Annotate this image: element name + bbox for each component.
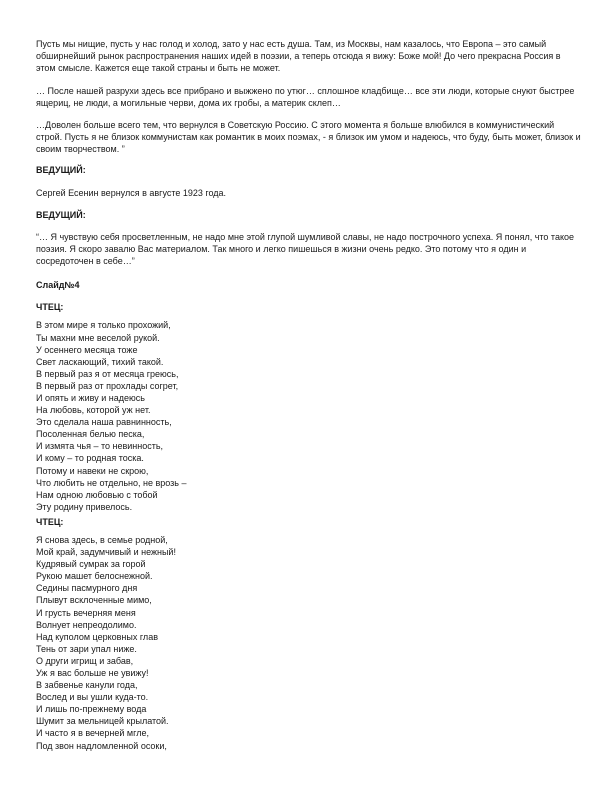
poem-line: Это сделала наша равнинность, xyxy=(36,417,172,428)
poem-line: Что любить не отдельно, не врозь – xyxy=(36,477,187,488)
poem-line: Над куполом церковных глав xyxy=(36,631,158,642)
poem-line: И часто я в вечерней мгле, xyxy=(36,728,149,739)
poem-line: Тень от зари упал ниже. xyxy=(36,643,137,654)
poem-line: Мой край, задумчивый и нежный! xyxy=(36,547,176,558)
poem-line: На любовь, которой уж нет. xyxy=(36,405,151,416)
poem-line: Седины пасмурного дня xyxy=(36,583,138,594)
heading-slide-4: Слайд№4 xyxy=(36,280,80,291)
heading-host-2: ВЕДУЩИЙ: xyxy=(36,209,86,220)
paragraph-quote: “… Я чувствую себя просветленным, не надо мне этой глупой шумливой славы, не надо построчного успеха. Я понял, что такое поэзия. Я скоро завалю Вас материалом. Так много и легко пишешься в жизни очень редко. Это потому что я один и сосредоточен в себе…” xyxy=(36,231,575,267)
paragraph-ruin: … После нашей разрухи здесь все прибрано и выжжено по утюг… сплошное кладбище… все эти люди, которые снуют быстрее ящериц, не люди, а могильные черви, дома их гробы, а материк склеп… xyxy=(36,85,575,108)
poem-second xyxy=(36,534,582,752)
poem-line: Рукою машет белоснежной. xyxy=(36,571,153,582)
poem-line: И опять и живу и надеюсь xyxy=(36,393,145,403)
poem-line: Волнует непреодолимо. xyxy=(36,619,137,630)
poem-line: У осеннего месяца тоже xyxy=(36,344,138,355)
poem-line: Шумит за мельницей крылатой. xyxy=(36,716,169,727)
poem-first xyxy=(36,319,582,513)
poem-line: Свет ласкающий, тихий такой. xyxy=(36,356,164,367)
paragraph-return: Сергей Есенин вернулся в августе 1923 года. xyxy=(36,187,227,198)
poem-line: Ты махни мне веселой рукой. xyxy=(36,332,160,343)
poem-line: В первый раз я от месяца греюсь, xyxy=(36,368,179,379)
poem-line: И кому – то родная тоска. xyxy=(36,453,144,464)
poem-line: Под звон надломленной осоки, xyxy=(36,740,167,751)
poem-line: Вослед и вы ушли куда-то. xyxy=(36,692,149,703)
paragraph-soviet-russia: …Доволен больше всего тем, что вернулся в Советскую Россию. С этого момента я больше влюбился в коммунистический строй. Пусть я не близок коммунистам как романтик в моих поэмах, - я близок им умом и надеюсь, что буду, быть может, близок и своим творчеством. ” xyxy=(36,120,581,155)
poem-line: Нам одною любовью с тобой xyxy=(36,489,158,500)
poem-line: Я снова здесь, в семье родной, xyxy=(36,534,168,545)
poem-line: Посоленная белью песка, xyxy=(36,429,145,440)
poem-line: О други игрищ и забав, xyxy=(36,655,134,666)
heading-reader-1: ЧТЕЦ: xyxy=(36,302,64,313)
poem-line: Уж я вас больше не увижу! xyxy=(36,667,149,678)
poem-line: И грусть вечерняя меня xyxy=(36,607,136,618)
paragraph-europe: Пусть мы нищие, пусть у нас голод и холод, зато у нас есть душа. Там, из Москвы, нам казалось, что Европа – это самый обширнейший рынок распространения наших идей в поэзии, а теперь отсюда я вижу: Боже мой! До чего прекрасна Россия в этом смысле. Кажется еще такой страны и быть не может. xyxy=(36,39,561,74)
poem-line: И измята чья – то невинность, xyxy=(36,441,164,452)
poem-line: Эту родину привелось. xyxy=(36,501,133,512)
poem-line: И лишь по-прежнему вода xyxy=(36,704,147,715)
heading-host-1: ВЕДУЩИЙ: xyxy=(36,164,86,175)
heading-reader-2: ЧТЕЦ: xyxy=(36,516,64,527)
poem-line: В первый раз от прохлады согрет, xyxy=(36,380,179,391)
poem-line: Плывут всклоченные мимо, xyxy=(36,595,152,606)
page-content xyxy=(36,38,582,752)
poem-line: В забвенье канули года, xyxy=(36,680,138,691)
poem-line: Кудрявый сумрак за горой xyxy=(36,559,146,570)
poem-line: В этом мире я только прохожий, xyxy=(36,320,171,331)
poem-line: Потому и навеки не скрою, xyxy=(36,465,149,476)
